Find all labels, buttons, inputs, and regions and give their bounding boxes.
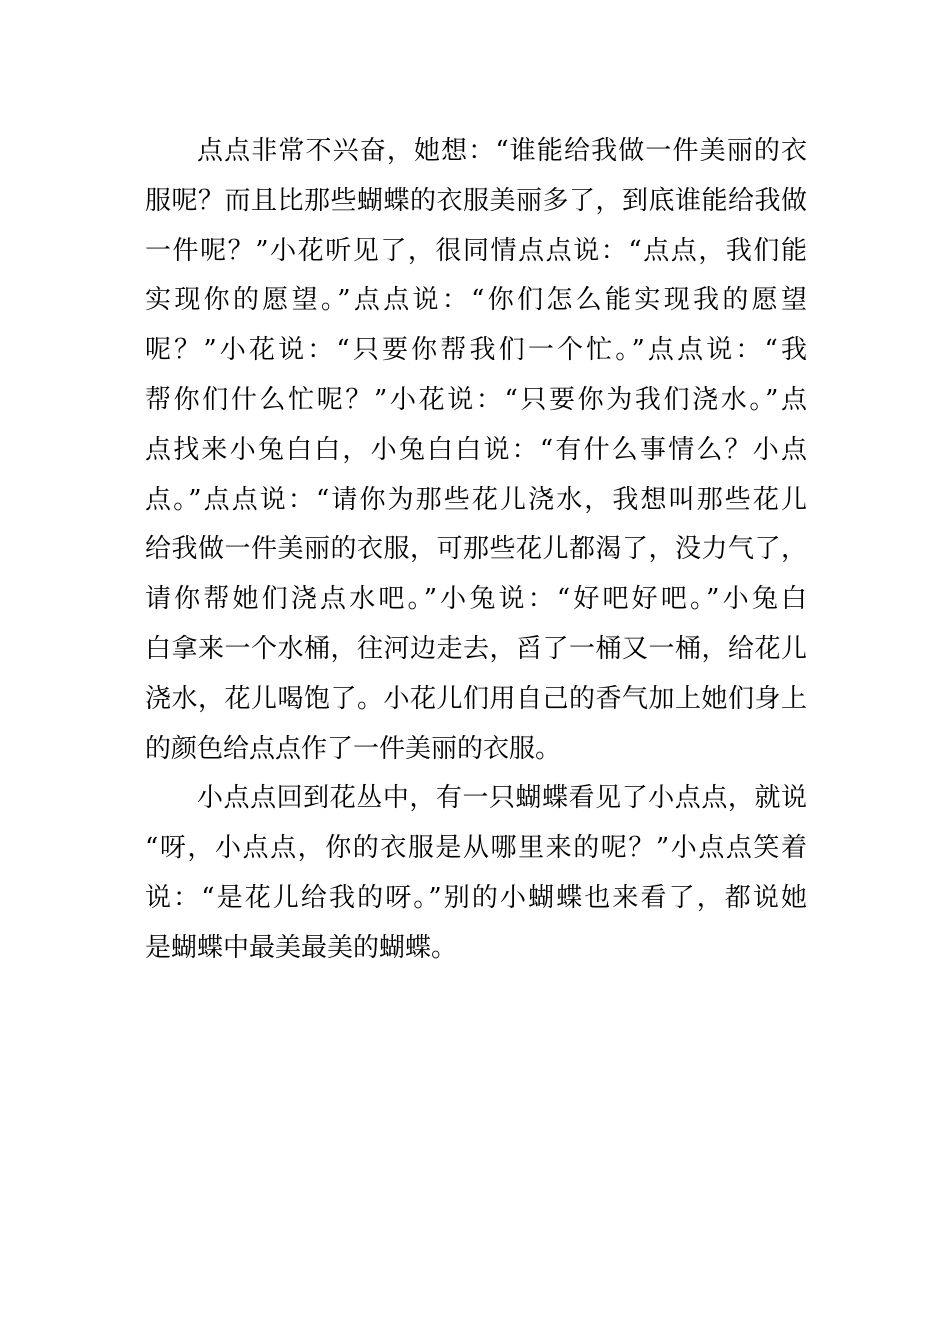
paragraph-line: 呢？”小花说：“只要你帮我们一个忙。”点点说：“我: [145, 335, 807, 366]
paragraph-line: 实现你的愿望。”点点说：“你们怎么能实现我的愿望: [145, 285, 807, 316]
paragraph-2: [145, 774, 807, 973]
paragraph-line: 的颜色给点点作了一件美丽的衣服。: [145, 733, 562, 764]
paragraph-line: 点。”点点说：“请你为那些花儿浇水，我想叫那些花儿: [145, 484, 807, 515]
paragraph-line: 说：“是花儿给我的呀。”别的小蝴蝶也来看了，都说她: [145, 882, 807, 913]
paragraph-line: 服呢？而且比那些蝴蝶的衣服美丽多了，到底谁能给我做: [145, 185, 807, 216]
paragraph-1: [145, 127, 807, 774]
paragraph-line: 小点点回到花丛中，有一只蝴蝶看见了小点点，就说: [197, 783, 807, 814]
paragraph-line: 白拿来一个水桶，往河边走去，舀了一桶又一桶，给花儿: [145, 633, 807, 664]
paragraph-line: 浇水，花儿喝饱了。小花儿们用自己的香气加上她们身上: [145, 683, 807, 714]
paragraph-line: 帮你们什么忙呢？”小花说：“只要你为我们浇水。”点: [145, 384, 807, 415]
paragraph-line: “呀，小点点，你的衣服是从哪里来的呢？”小点点笑着: [145, 833, 807, 864]
paragraph-line: 点找来小兔白白，小兔白白说：“有什么事情么？小点: [145, 434, 807, 465]
paragraph-line: 请你帮她们浇点水吧。”小兔说：“好吧好吧。”小兔白: [145, 584, 807, 615]
paragraph-line: 给我做一件美丽的衣服，可那些花儿都渴了，没力气了，: [145, 534, 807, 565]
paragraph-line: 一件呢？”小花听见了，很同情点点说：“点点，我们能: [145, 235, 807, 266]
story-text: [145, 127, 807, 974]
paragraph-line: 是蝴蝶中最美最美的蝴蝶。: [145, 932, 458, 963]
paragraph-line: 点点非常不兴奋，她想：“谁能给我做一件美丽的衣: [197, 136, 807, 166]
